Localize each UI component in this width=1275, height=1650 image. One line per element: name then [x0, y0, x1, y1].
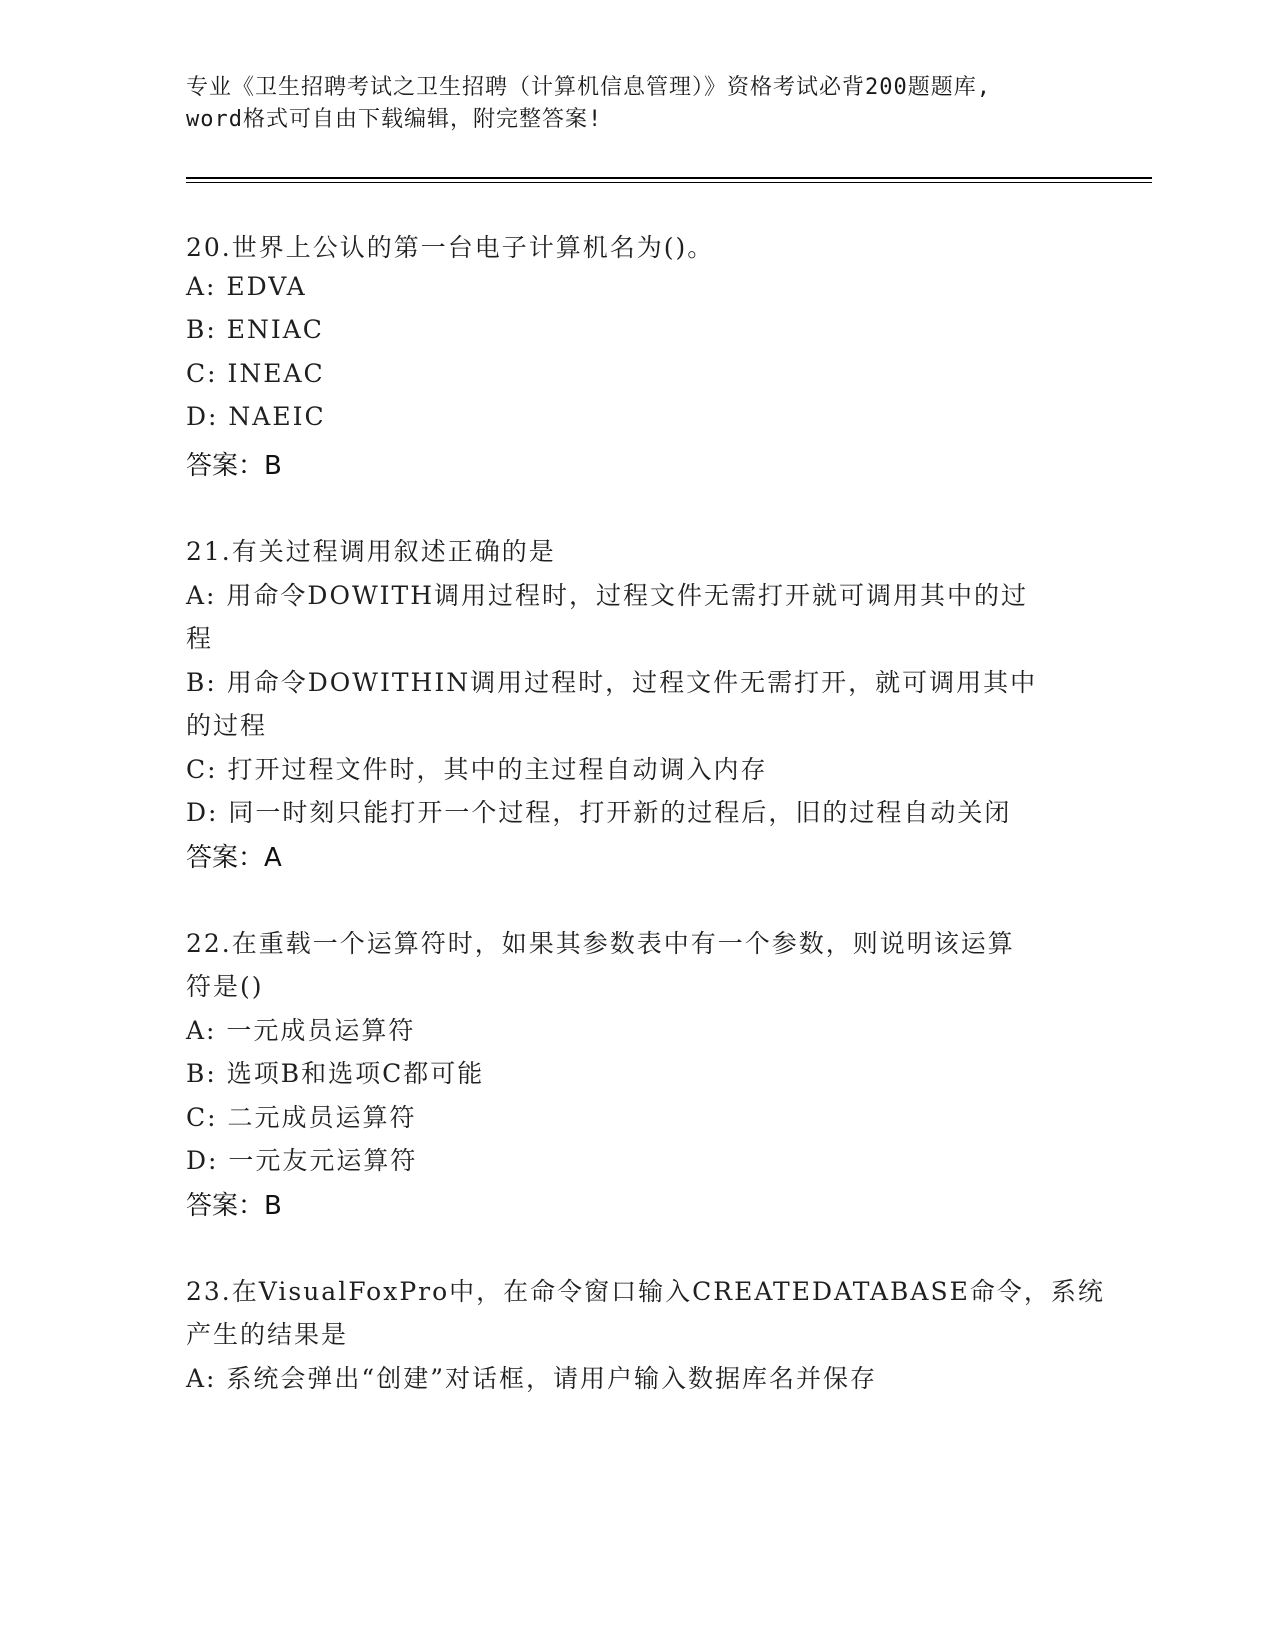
question-22-option-d: D: 一元友元运算符	[186, 1146, 418, 1175]
question-21-option-a-cont: 程	[186, 624, 214, 653]
question-22-text-cont: 符是()	[186, 972, 264, 1001]
header-line-1: 专业《卫生招聘考试之卫生招聘（计算机信息管理）》资格考试必背200题题库,	[186, 75, 991, 100]
header-line-2: word格式可自由下载编辑，附完整答案!	[186, 107, 603, 132]
question-21-option-d: D: 同一时刻只能打开一个过程，打开新的过程后，旧的过程自动关闭	[186, 798, 1012, 827]
question-21-option-a: A: 用命令DOWITH调用过程时，过程文件无需打开就可调用其中的过	[186, 581, 1029, 610]
question-20-option-a: A: EDVA	[186, 272, 307, 301]
question-21-option-c: C: 打开过程文件时，其中的主过程自动调入内存	[186, 755, 768, 784]
question-20-answer: 答案：B	[186, 451, 282, 481]
question-21-option-b: B: 用命令DOWITHIN调用过程时，过程文件无需打开，就可调用其中	[186, 668, 1038, 697]
question-23-text-cont: 产生的结果是	[186, 1320, 349, 1349]
question-21-text: 21.有关过程调用叙述正确的是	[186, 537, 556, 566]
question-21-option-b-cont: 的过程	[186, 711, 268, 740]
question-20-option-c: C: INEAC	[186, 359, 325, 388]
question-21-answer: 答案：A	[186, 843, 282, 873]
question-20-text: 20.世界上公认的第一台电子计算机名为()。	[186, 233, 715, 262]
question-22-option-c: C: 二元成员运算符	[186, 1103, 417, 1132]
question-23-option-a: A: 系统会弹出“创建”对话框，请用户输入数据库名并保存	[186, 1364, 877, 1393]
question-22-text: 22.在重载一个运算符时，如果其参数表中有一个参数，则说明该运算	[186, 929, 1015, 958]
question-22-option-b: B: 选项B和选项C都可能	[186, 1059, 485, 1088]
document-header	[186, 72, 1086, 136]
header-divider-thin	[186, 182, 1152, 183]
header-divider	[186, 177, 1152, 179]
question-20-option-d: D: NAEIC	[186, 402, 326, 431]
question-23-text: 23.在VisualFoxPro中，在命令窗口输入CREATEDATABASE命令，系统	[186, 1277, 1105, 1306]
question-22-option-a: A: 一元成员运算符	[186, 1016, 416, 1045]
question-22-answer: 答案：B	[186, 1191, 282, 1221]
question-20-option-b: B: ENIAC	[186, 315, 324, 344]
